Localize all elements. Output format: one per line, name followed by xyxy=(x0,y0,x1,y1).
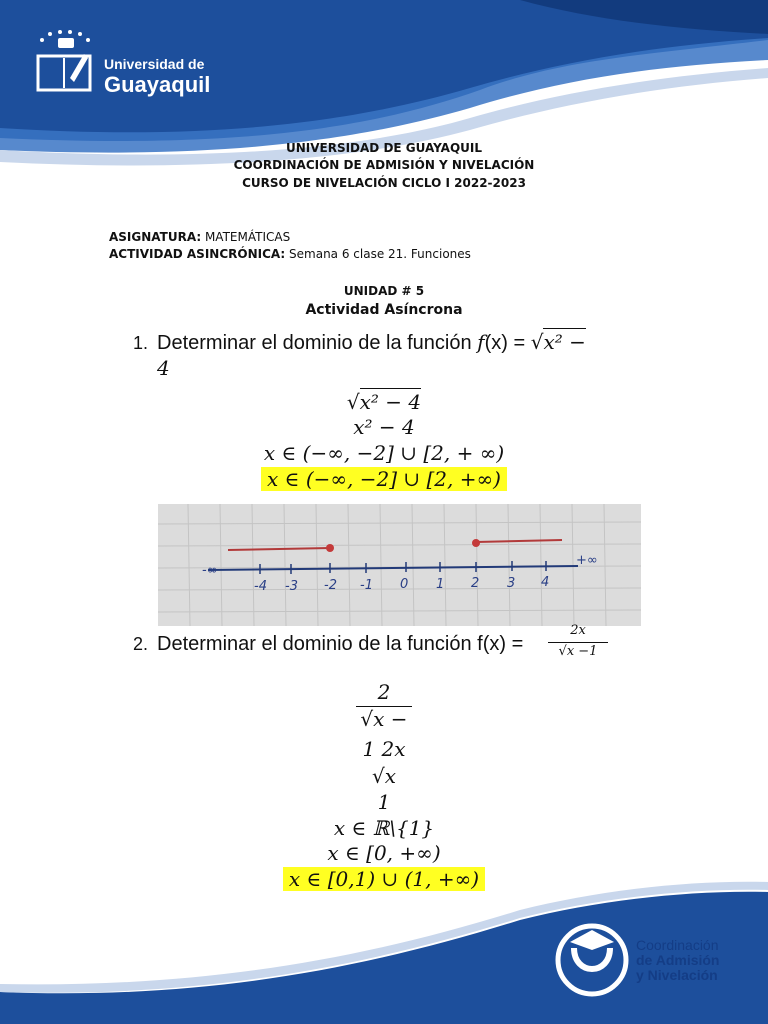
nl-label-6: 1 xyxy=(436,577,445,592)
nl-label-9: 4 xyxy=(541,575,550,590)
question-1-number: 1. xyxy=(133,333,149,353)
nl-label-0: -∞ xyxy=(202,563,218,578)
q2-den: √x − xyxy=(356,706,411,731)
q2-answer: x ∈ [0,1) ∪ (1, +∞) xyxy=(283,867,485,891)
subject-label: ASIGNATURA: xyxy=(109,230,202,244)
nl-label-4: -1 xyxy=(360,578,373,593)
activity-value: Semana 6 clase 21. Funciones xyxy=(289,247,471,261)
question-1-x: (x) = xyxy=(484,332,531,354)
header-title-2: COORDINACIÓN DE ADMISIÓN Y NIVELACIÓN xyxy=(233,158,535,172)
q2-den-line xyxy=(0,706,768,731)
q2-pos: x ∈ [0, +∞) xyxy=(327,841,441,865)
question-2-number: 2. xyxy=(133,634,149,654)
question-2-fraction xyxy=(548,620,608,661)
question-1-wrap-text: 4 xyxy=(157,356,170,380)
q1-step-1: √x² − 4 xyxy=(346,390,422,414)
nl-label-5: 0 xyxy=(400,577,409,592)
nl-label-1: -4 xyxy=(254,579,267,594)
question-2-frac-den: √x −1 xyxy=(558,644,598,659)
q1-answer: x ∈ (−∞, −2] ∪ [2, +∞) xyxy=(261,467,507,491)
unit-subtitle: Actividad Asíncrona xyxy=(305,302,463,318)
coord-text-3: y Nivelación xyxy=(636,967,718,983)
coord-text-2: de Admisión xyxy=(636,952,720,968)
subject-line xyxy=(109,230,290,244)
unit-title: UNIDAD # 5 xyxy=(343,284,425,298)
logo-text-line2: Guayaquil xyxy=(104,72,211,97)
question-1: 1. Determinar el dominio de la función f(x) = √x² − xyxy=(133,330,586,354)
activity-label: ACTIVIDAD ASINCRÓNICA: xyxy=(109,247,286,261)
nl-label-8: 3 xyxy=(507,576,516,591)
nl-label-7: 2 xyxy=(471,576,480,591)
q2-r: x ∈ ℝ\{1} xyxy=(333,816,435,840)
question-2-frac-num: 2x xyxy=(548,620,608,643)
number-line-photo xyxy=(158,504,641,626)
q2-num: 2 xyxy=(377,680,391,704)
question-1-sqrt-arg: x² − xyxy=(543,330,586,354)
subject-value: MATEMÁTICAS xyxy=(204,230,291,244)
question-1-wrap xyxy=(157,356,170,381)
question-1-text: Determinar el dominio de la función xyxy=(157,332,478,354)
book-torch-icon xyxy=(34,28,94,98)
university-logo xyxy=(34,28,224,100)
coord-text-1: Coordinación xyxy=(636,937,719,953)
question-2 xyxy=(133,633,523,656)
logo-text-line1: Universidad de xyxy=(104,56,205,72)
q2-den2: 1 2x xyxy=(362,737,406,761)
header-title-1: UNIVERSIDAD DE GUAYAQUIL xyxy=(285,141,483,155)
q1-step-2: x² − 4 xyxy=(353,415,415,439)
nl-label-3: -2 xyxy=(324,578,337,593)
q2-one: 1 xyxy=(377,790,391,814)
question-2-text: Determinar el dominio de la función f(x) = xyxy=(157,633,524,655)
header-title-3: CURSO DE NIVELACIÓN CICLO I 2022-2023 xyxy=(242,176,526,190)
ug-emblem-icon xyxy=(552,920,632,1000)
q2-sqrt-x: √x xyxy=(371,764,397,788)
activity-line xyxy=(109,247,471,261)
q1-answer-line xyxy=(0,467,768,491)
nl-label-10: +∞ xyxy=(576,553,598,568)
nl-label-2: -3 xyxy=(285,579,298,594)
question-1-func: f xyxy=(477,330,485,354)
q1-step-3: x ∈ (−∞, −2] ∪ [2, + ∞) xyxy=(263,441,505,465)
